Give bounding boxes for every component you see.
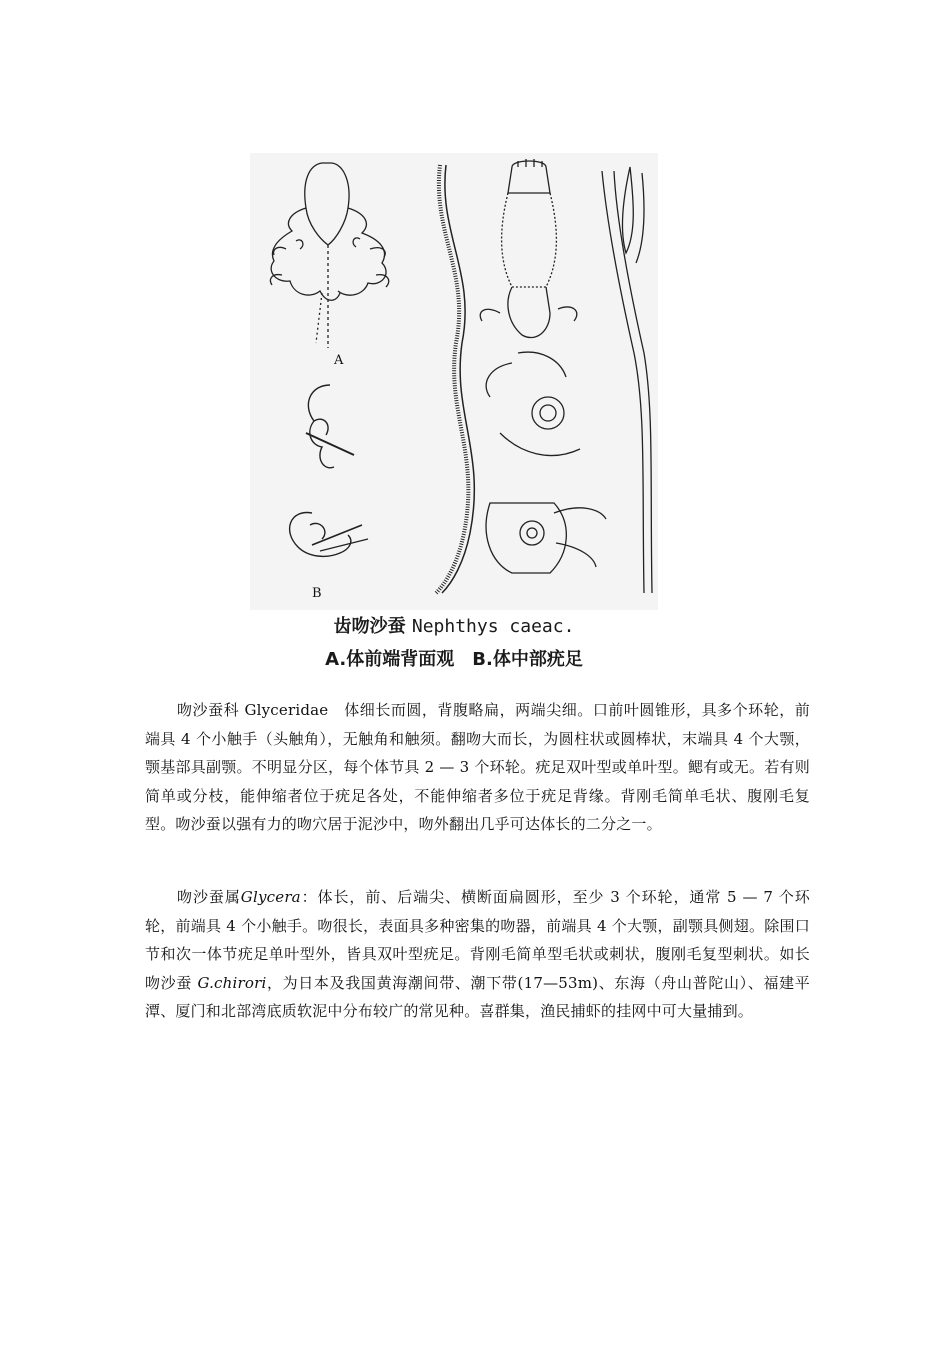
species-name: G.chirori <box>197 973 267 992</box>
paragraph-2-text-a: ：体长，前、后端尖、横断面扁圆形，至少 3 个环轮，通常 5 — 7 个环轮，前端具 4 个小触手。吻很长，表面具多种密集的吻器，前端具 4 个大颚，副颚具侧翅。除围口节和次一体节疣足单叶型外，皆具双叶型疣足。背刚毛简单型毛状或刺状，腹刚毛复型刺状。如长吻沙蚕 <box>145 888 810 992</box>
paragraph-2-text-b: ，为日本及我国黄海潮间带、潮下带(17—53m)、东海（舟山普陀山）、福建平潭、厦门和北部湾底质软泥中分布较广的常见种。喜群集，渔民捕虾的挂网中可大量捕到。 <box>145 973 810 1021</box>
genus-name: Glycera <box>240 888 301 906</box>
paragraph-1-lead: 吻沙蚕科 Glyceridae <box>177 701 329 719</box>
paragraph-glycera <box>145 883 810 1026</box>
caption-species-cn: 齿吻沙蚕 <box>333 616 406 637</box>
figure-background <box>250 153 658 610</box>
figure-caption-line1 <box>250 612 658 638</box>
paragraph-2-lead: 吻沙蚕属 <box>177 888 241 906</box>
label-a: A <box>334 353 344 368</box>
caption-species-latin: Nephthys caeac. <box>411 616 575 637</box>
worm-drawing <box>250 153 658 610</box>
paragraph-glyceridae <box>145 696 810 839</box>
figure-caption-line2: A.体前端背面观 B.体中部疣足 <box>325 649 583 670</box>
paragraph-1-text: 体细长而圆，背腹略扁，两端尖细。口前叶圆锥形，具多个环轮，前端具 4 个小触手（头触角），无触角和触须。翻吻大而长，为圆柱状或圆棒状，末端具 4 个大颚，颚基部具副颚。不明显分区，每个体节具 2 — 3 个环轮。疣足双叶型或单叶型。鳃有或无。若有则简单或分枝，能伸缩者位于疣足各处，不能伸缩者多位于疣足背缘。背刚毛简单毛状、腹刚毛复型。吻沙蚕以强有力的吻穴居于泥沙中，吻外翻出几乎可达体长的二分之一。 <box>145 701 810 834</box>
label-b: B <box>312 586 322 601</box>
figure-illustration <box>250 153 658 610</box>
